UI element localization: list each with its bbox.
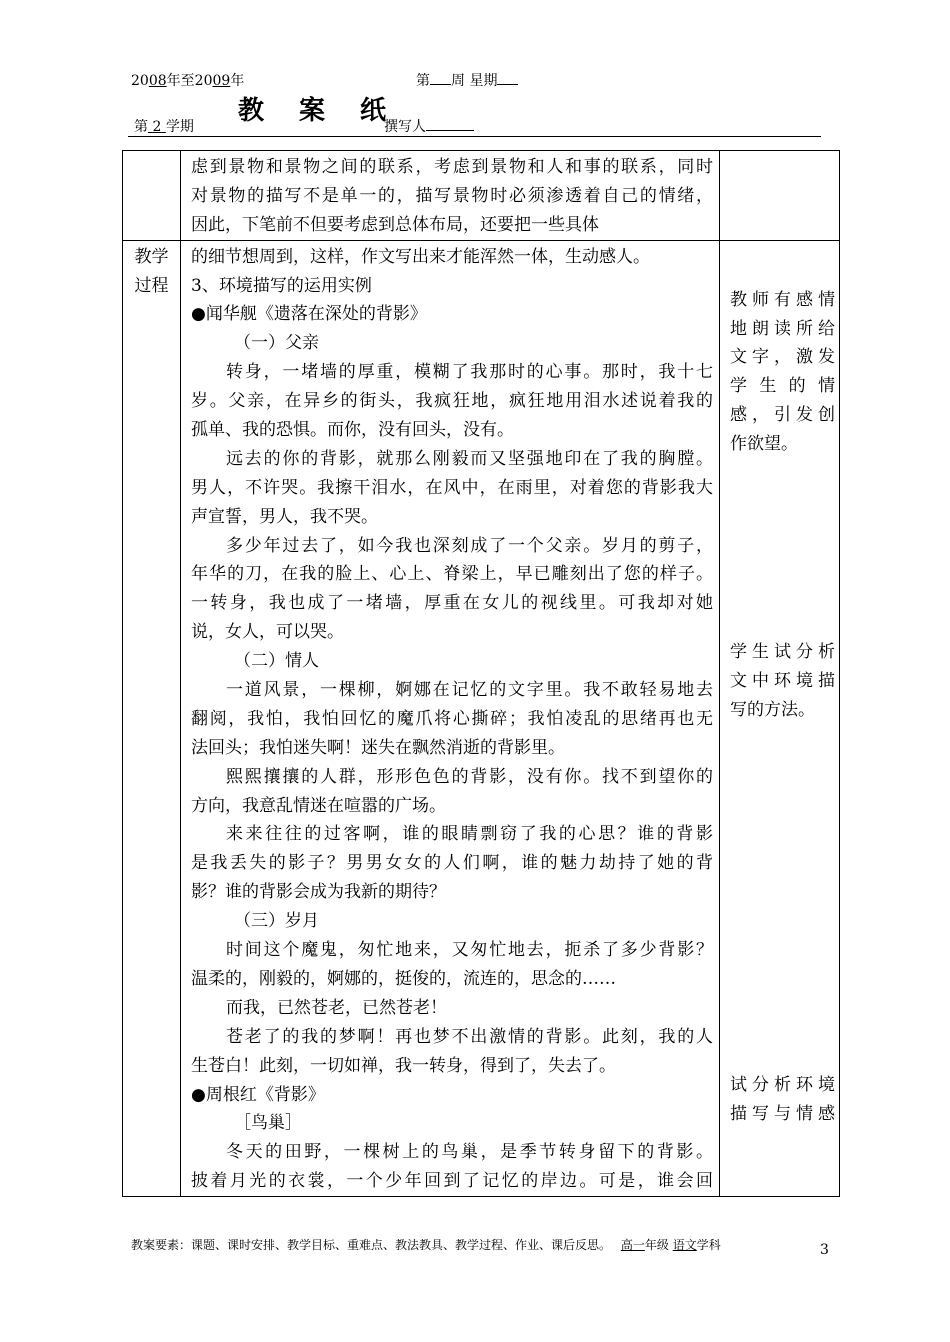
text-line: ●闻华舰《遗落在深处的背影》	[191, 304, 427, 325]
section-label: 过程	[134, 275, 169, 296]
weekday-label: 周 星期	[451, 73, 498, 89]
text-line: 冬天的田野，一棵树上的鸟巢，是季节转身留下的背影。	[226, 1142, 713, 1163]
week-blank	[430, 72, 451, 85]
section-label: 教学	[134, 246, 169, 267]
text-line: 一转身，我也成了一堵墙，厚重在女儿的视线里。可我却对她	[191, 593, 713, 614]
text-line: 孤单、我的恐惧。而你，没有回头，没有。	[191, 420, 514, 441]
note-line: 文字，激发	[730, 347, 835, 368]
author-label: 撰写人	[384, 119, 426, 135]
note-line: 学 生 的 情	[730, 376, 835, 397]
text-line: 来来往往的过客啊，谁的眼睛剽窃了我的心思？谁的背影	[226, 824, 713, 845]
text-line: 男人，不许哭。我擦干泪水，在风中，在雨里，对着您的背影我大	[191, 477, 713, 498]
note-line: 描写与情感	[730, 1103, 835, 1124]
title-char: 纸	[360, 96, 388, 126]
text-line: 而我，已然苍老，已然苍老！	[226, 997, 447, 1018]
end-year-value: 09	[212, 73, 231, 89]
section-heading: ［鸟巢］	[234, 1113, 302, 1134]
week-field	[416, 72, 518, 90]
text-line: 翻阅，我怕，我怕回忆的魔爪将心撕碎；我怕凌乱的思绪再也无	[191, 708, 713, 729]
text-line: 年华的刀，在我的脸上、心上、脊梁上，早已雕刻出了您的样子。	[191, 564, 713, 585]
page-title	[238, 90, 387, 127]
lesson-plan-table	[122, 150, 840, 1197]
grade-suffix: 年级	[644, 1238, 669, 1252]
title-char: 案	[299, 96, 327, 126]
term-field	[134, 118, 194, 136]
term-suffix: 学期	[165, 119, 194, 135]
table-row	[123, 151, 840, 241]
text-line: 是我丢失的影子？男男女女的人们啊，谁的魅力劫持了她的背	[191, 853, 713, 874]
note-line: 作欲望。	[730, 434, 798, 455]
term-number: 2	[152, 119, 162, 135]
text-line: 岁。父亲，在异乡的街头，我疯狂地，疯狂地用泪水述说着我的	[191, 391, 713, 412]
note-line: 试分析环境	[730, 1074, 835, 1095]
title-char: 教	[238, 96, 266, 126]
start-year-value: 08	[148, 73, 167, 89]
text-line: 时间这个魔鬼，匆忙地来，又匆忙地去，扼杀了多少背影？	[226, 940, 713, 961]
text-line: 远去的你的背影，就那么刚毅而又坚强地印在了我的胸膛。	[226, 448, 713, 469]
text-line: 方向，我意乱情迷在喧嚣的广场。	[191, 795, 446, 816]
table-row	[123, 240, 840, 1196]
year-connector: 年至20	[166, 73, 213, 89]
year-prefix: 20	[131, 73, 149, 89]
text-line: 转身，一堵墙的厚重，模糊了我那时的心事。那时，我十七	[226, 362, 713, 383]
header-divider	[128, 136, 821, 137]
content-cell	[181, 240, 720, 1196]
section-label-cell	[123, 240, 181, 1196]
footer-text: 教案要素：课题、课时安排、教学目标、重难点、教法教具、教学过程、作业、课后反思。	[131, 1238, 612, 1252]
text-line: 生苍白！此刻，一切如禅，我一转身，得到了，失去了。	[191, 1055, 616, 1076]
note-line: 教师有感情	[730, 289, 835, 310]
text-line: 一道风景，一棵柳，婀娜在记忆的文字里。我不敢轻易地去	[226, 680, 713, 701]
footer-requirements	[131, 1236, 721, 1253]
text-line: 披着月光的衣裳，一个少年回到了记忆的岸边。可是，谁会回	[191, 1171, 713, 1192]
note-line: 地朗读所给	[730, 318, 835, 339]
note-line: 写的方法。	[730, 699, 815, 720]
text-line: 多少年过去了，如今我也深刻成了一个父亲。岁月的剪子，	[226, 535, 713, 556]
subject-value: 语文	[672, 1238, 697, 1252]
term-value	[148, 119, 166, 135]
author-blank	[426, 118, 474, 131]
week-prefix: 第	[416, 73, 430, 89]
text-line: 苍老了的我的梦啊！再也梦不出激情的背影。此刻，我的人	[226, 1026, 713, 1047]
content-cell	[181, 151, 720, 241]
text-line: 影？谁的背影会成为我新的期待？	[191, 882, 446, 903]
year-suffix: 年	[230, 73, 245, 89]
section-heading: （二）情人	[234, 651, 319, 672]
grade-value: 高一	[620, 1238, 645, 1252]
text-line: 温柔的，刚毅的，婀娜的，挺俊的，流连的，思念的……	[191, 968, 616, 989]
label-cell-empty	[123, 151, 181, 241]
text-line: 虑到景物和景物之间的联系，考虑到景物和人和事的联系，同时	[191, 157, 713, 177]
note-line: 文中环境描	[730, 670, 835, 691]
teacher-notes-cell	[720, 240, 840, 1196]
text-line: 对景物的描写不是单一的，描写景物时必须渗透着自己的情绪，	[191, 185, 713, 206]
text-line: 声宣誓，男人，我不哭。	[191, 506, 378, 527]
text-line: ●周根红《背影》	[191, 1084, 325, 1105]
subject-suffix: 学科	[696, 1238, 721, 1252]
page-number: 3	[820, 1242, 829, 1258]
text-line: 的细节想周到，这样，作文写出来才能浑然一体，生动感人。	[191, 246, 650, 267]
text-line: 说，女人，可以哭。	[191, 622, 344, 643]
text-line: 熙熙攘攘的人群，形形色色的背影，没有你。找不到望你的	[226, 766, 713, 787]
note-cell-empty	[720, 151, 840, 241]
section-heading: （一）父亲	[234, 333, 319, 354]
text-line: 3、环境描写的运用实例	[191, 275, 372, 296]
section-heading: （三）岁月	[234, 911, 319, 932]
note-line: 学生试分析	[730, 642, 835, 663]
term-prefix: 第	[134, 119, 148, 135]
text-line: 法回头；我怕迷失啊！迷失在飘然消逝的背影里。	[191, 737, 565, 758]
weekday-blank	[497, 72, 518, 85]
author-field	[384, 118, 474, 136]
text-line: 因此，下笔前不但要考虑到总体布局，还要把一些具体	[191, 214, 599, 235]
note-line: 感，引发创	[730, 405, 835, 426]
school-year	[131, 72, 244, 90]
